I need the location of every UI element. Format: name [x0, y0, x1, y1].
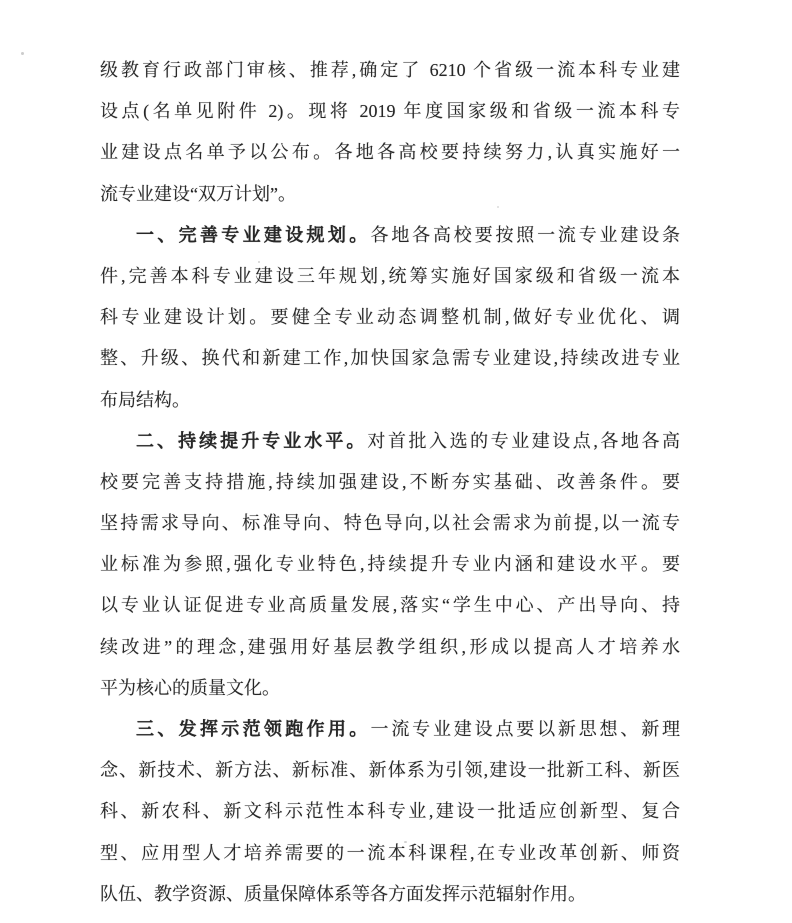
document-text-line: [100, 503, 680, 544]
line-text: 业建设点名单予以公布。各地各高校要持续努力,认真实施好一: [100, 142, 680, 163]
document-body: [100, 50, 680, 915]
scan-speck: [258, 261, 260, 263]
document-text-line: [100, 750, 680, 791]
line-text: 科专业建设计划。要健全专业动态调整机制,做好专业优化、调: [100, 307, 680, 328]
line-text: 队伍、教学资源、质量保障体系等各方面发挥示范辐射作用。: [100, 883, 586, 904]
document-text-line: [100, 256, 680, 297]
line-text: 流专业建设“双万计划”。: [100, 183, 296, 204]
document-text-line: [100, 132, 680, 173]
document-text-line: [100, 50, 680, 91]
document-text-line: [100, 874, 680, 915]
document-text-line: [100, 380, 680, 421]
line-text: 一流专业建设点要以新思想、新理: [370, 719, 681, 739]
line-text: 业标准为参照,强化专业特色,持续提升专业内涵和建设水平。要: [100, 554, 680, 575]
document-text-line: [100, 297, 680, 338]
line-text: 续改进”的理念,建强用好基层教学组织,形成以提高人才培养水: [100, 636, 680, 657]
paragraph-heading: 三、发挥示范领跑作用。: [136, 719, 371, 739]
line-text: 校要完善支持措施,持续加强建设,不断夯实基础、改善条件。要: [100, 471, 680, 492]
document-text-line: [100, 833, 680, 874]
line-text: 念、新技术、新方法、新标准、新体系为引领,建设一批新工科、新医: [100, 760, 680, 781]
document-text-line: [100, 585, 680, 626]
document-text-line: [100, 791, 680, 832]
document-text-line: [100, 215, 680, 256]
scan-speck: [404, 841, 407, 843]
line-text: 对首批入选的专业建设点,各地各高: [367, 430, 680, 451]
line-text: 件,完善本科专业建设三年规划,统筹实施好国家级和省级一流本: [100, 265, 680, 286]
line-text: 坚持需求导向、标准导向、特色导向,以社会需求为前提,以一流专: [100, 513, 680, 534]
document-text-line: [100, 462, 680, 503]
line-text: 科、新农科、新文科示范性本科专业,建设一批适应创新型、复合: [100, 801, 680, 822]
document-text-line: [100, 627, 680, 668]
document-text-line: [100, 338, 680, 379]
scan-speck: [497, 206, 499, 208]
line-text: 各地各高校要按照一流专业建设条: [370, 224, 681, 245]
line-text: 型、应用型人才培养需要的一流本科课程,在专业改革创新、师资: [100, 842, 680, 863]
line-text: 设点(名单见附件 2)。现将 2019 年度国家级和省级一流本科专: [100, 101, 680, 122]
document-text-line: [100, 668, 680, 709]
line-text: 平为核心的质量文化。: [100, 677, 280, 698]
document-text-line: [100, 421, 680, 462]
line-text: 整、升级、换代和新建工作,加快国家急需专业建设,持续改进专业: [100, 348, 680, 369]
paragraph-heading: 二、持续提升专业水平。: [136, 430, 368, 451]
document-text-line: [100, 709, 680, 750]
paragraph-heading: 一、完善专业建设规划。: [136, 224, 371, 245]
line-text: 布局结构。: [100, 389, 190, 410]
document-text-line: [100, 544, 680, 585]
document-text-line: [100, 91, 680, 132]
document-text-line: [100, 174, 680, 215]
line-text: 以专业认证促进专业高质量发展,落实“学生中心、产出导向、持: [100, 595, 680, 616]
line-text: 级教育行政部门审核、推荐,确定了 6210 个省级一流本科专业建: [100, 60, 680, 80]
scan-speck: [21, 52, 24, 55]
